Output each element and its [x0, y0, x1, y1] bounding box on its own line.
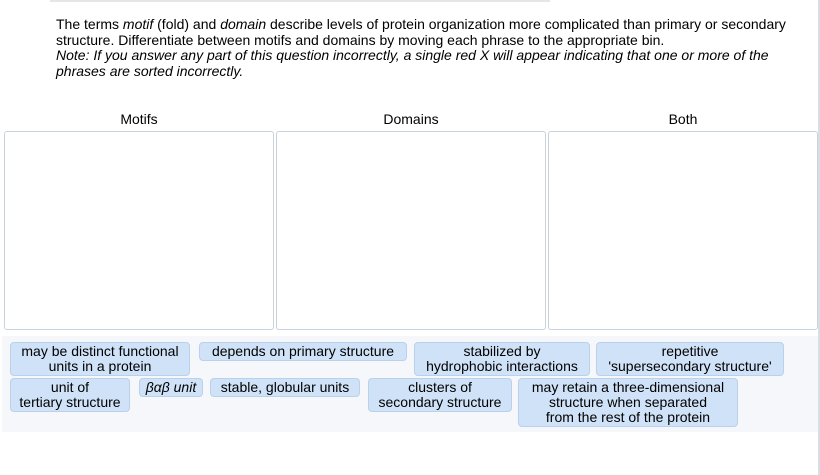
phrase-chip-clusters-secondary[interactable]: clusters of secondary structure — [368, 378, 512, 412]
instructions-text: The terms motif (fold) and domain describe levels of protein organization more complicated than primary or secondary structure. Differentiate between motifs and domains by moving each phrase to the appropriate bin. — [56, 16, 786, 48]
term-motif: motif — [122, 16, 154, 32]
question-instructions — [56, 17, 801, 79]
phrase-chip-stabilized-hydrophobic[interactable]: stabilized by hydrophobic interactions — [414, 342, 590, 376]
phrase-chip-bab-unit[interactable]: βαβ unit — [139, 378, 203, 397]
instructions-note: Note: If you answer any part of this question incorrectly, a single red X will appear indicating that one or more of the phrases are sorted incorrectly. — [56, 47, 769, 79]
phrase-chip-distinct-functional-units[interactable]: may be distinct functional units in a protein — [10, 342, 190, 376]
phrase-tray — [2, 336, 818, 432]
phrase-chip-repetitive-supersecondary[interactable]: repetitive 'supersecondary structure' — [596, 342, 784, 376]
top-divider — [50, 0, 550, 2]
bin-motifs[interactable] — [4, 131, 274, 330]
bin-label-domains: Domains — [383, 111, 439, 127]
phrase-chip-stable-globular[interactable]: stable, globular units — [210, 378, 360, 397]
phrase-chip-retain-3d-structure[interactable]: may retain a three-dimensional structure when separated from the rest of the protein — [518, 378, 738, 427]
phrase-chip-unit-of-tertiary[interactable]: unit of tertiary structure — [10, 378, 130, 412]
bin-label-both: Both — [668, 111, 698, 127]
bin-both[interactable] — [548, 131, 818, 330]
bin-domains[interactable] — [276, 131, 546, 330]
term-domain: domain — [220, 16, 267, 32]
phrase-chip-depends-on-primary[interactable]: depends on primary structure — [199, 342, 407, 361]
bin-label-motifs: Motifs — [120, 111, 158, 127]
